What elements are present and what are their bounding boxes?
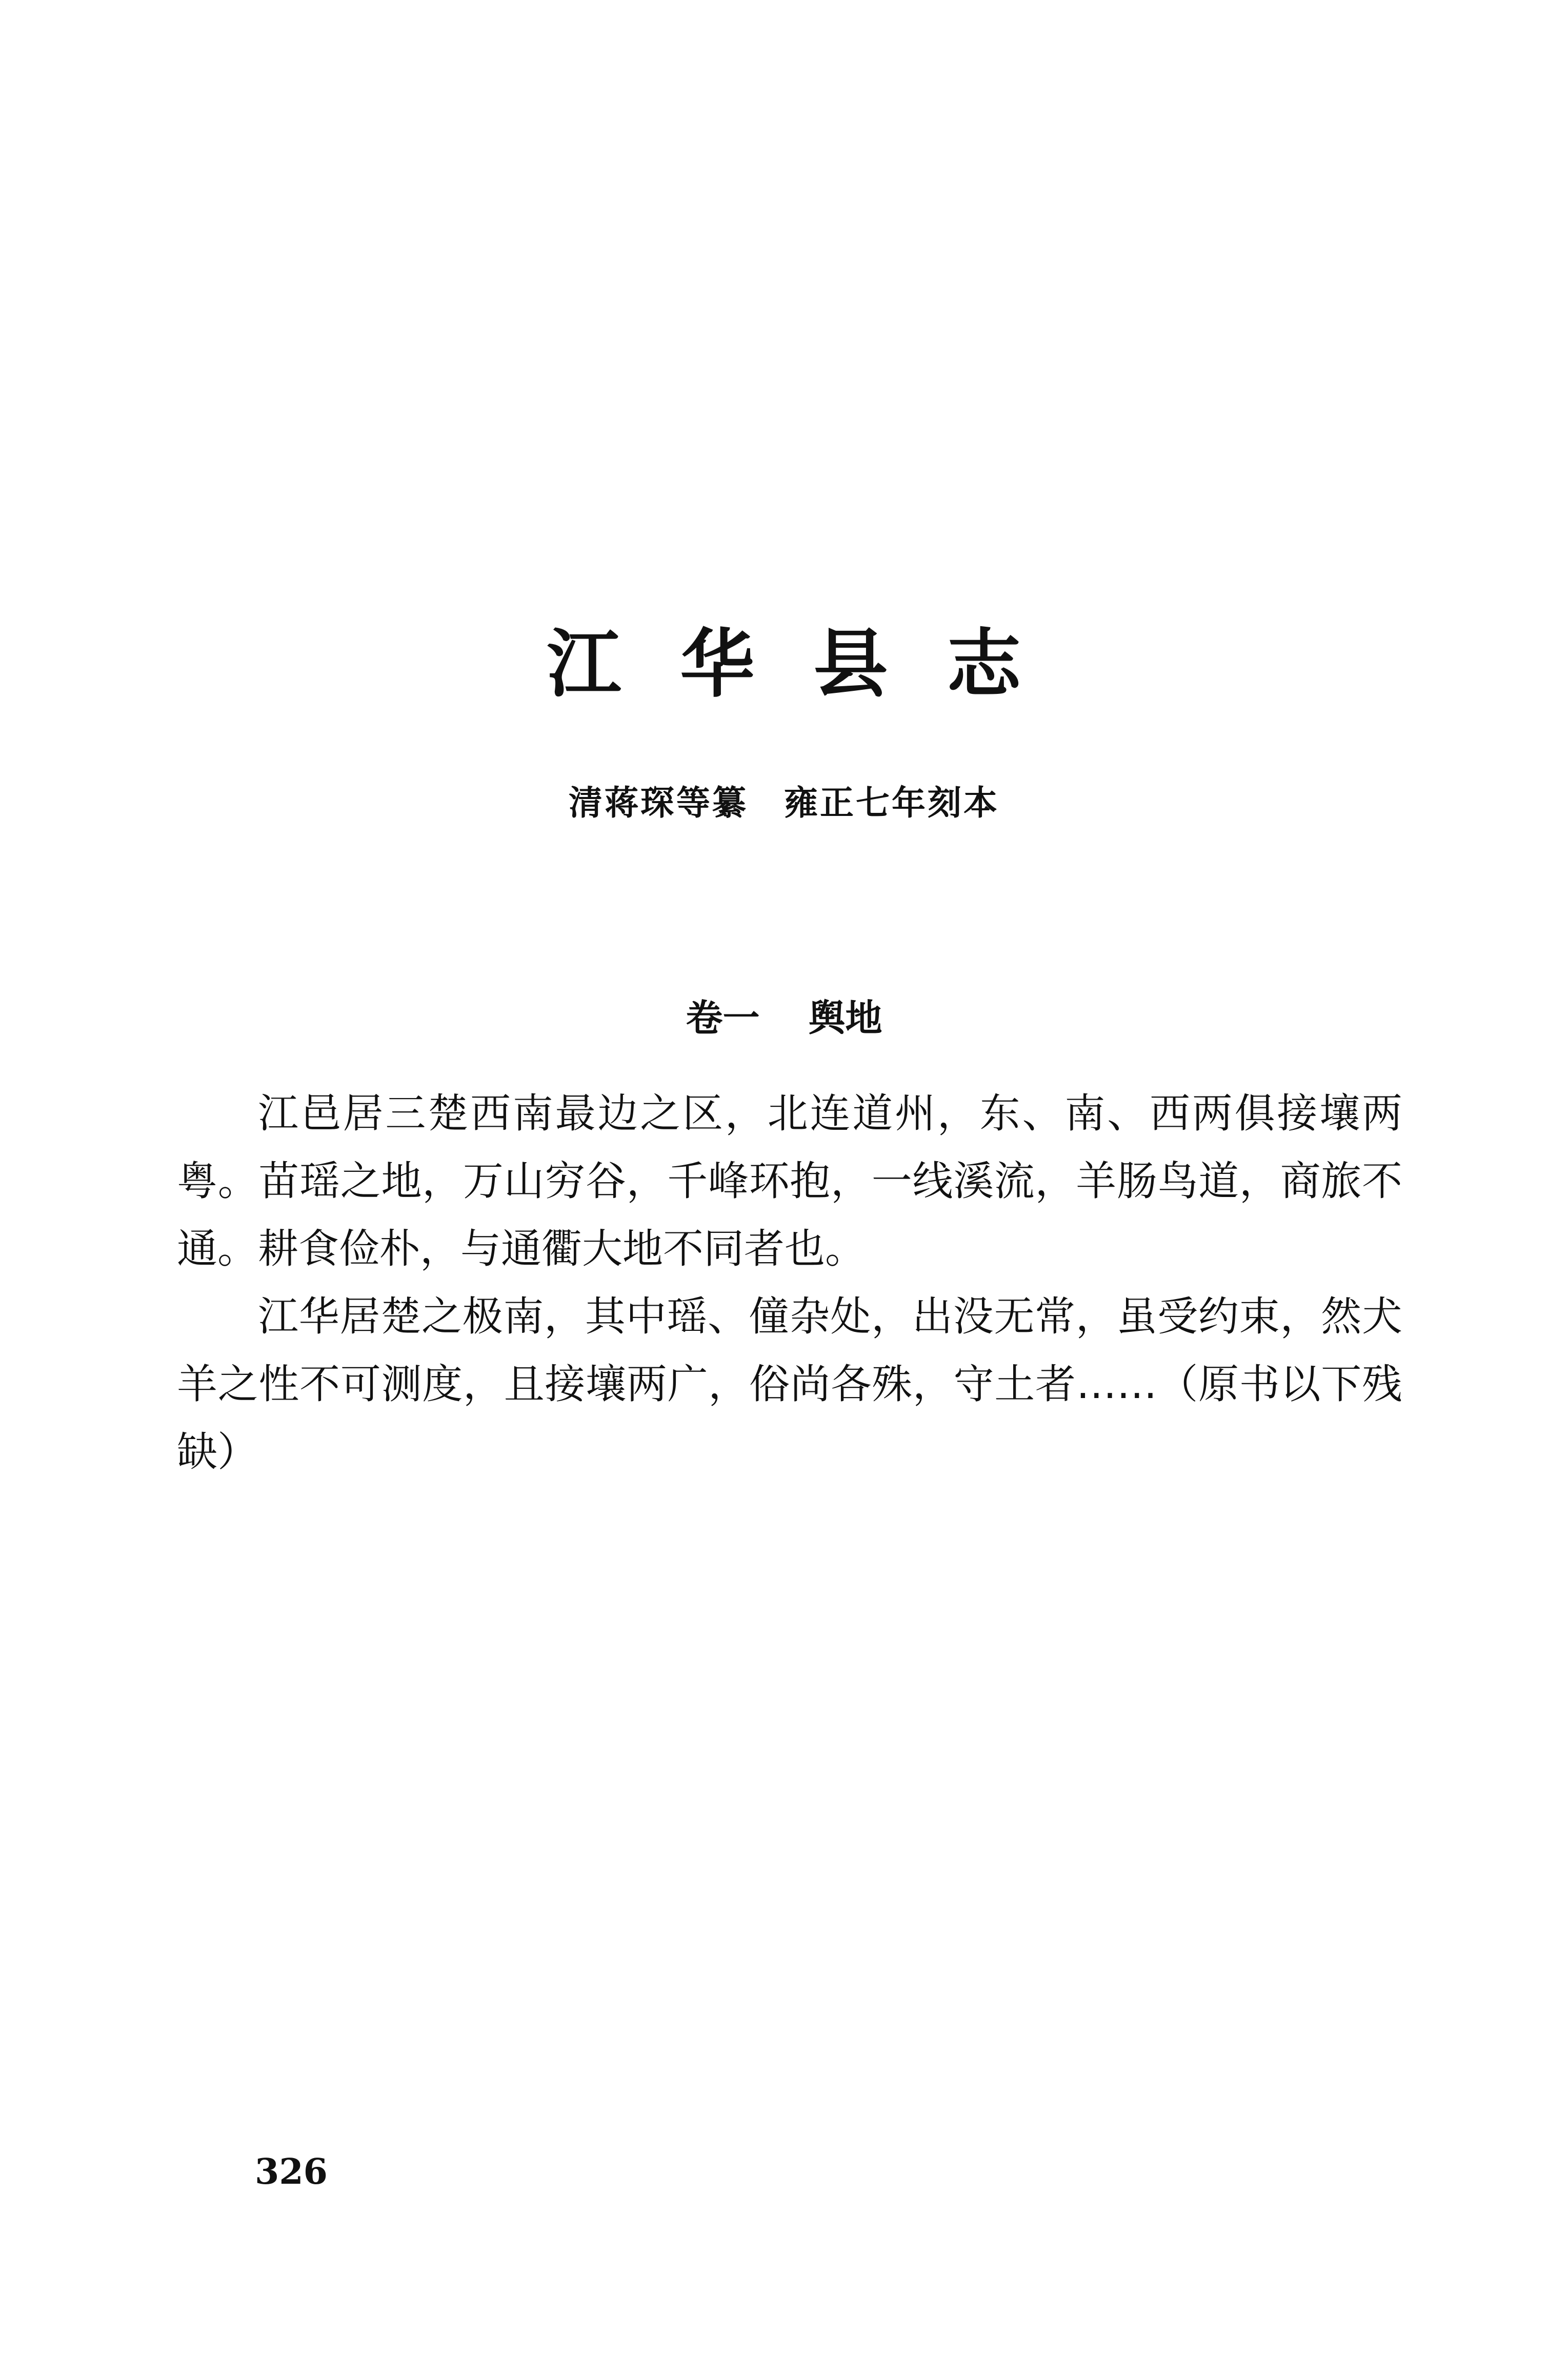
page-number: 326 — [255, 2151, 328, 2192]
paragraph: 江华居楚之极南，其中瑶、僮杂处，出没无常，虽受约束，然犬羊之性不可测度，且接壤两广，俗尚各殊，守土者……（原书以下残缺） — [177, 1293, 1402, 1475]
section-name: 舆地 — [808, 996, 882, 1040]
volume-label: 卷一 — [686, 996, 760, 1040]
document-subtitle — [0, 780, 1568, 826]
document-title: 江华县志 — [547, 621, 1080, 708]
section-heading — [0, 992, 1568, 1044]
paragraph: 江邑居三楚西南最边之区，北连道州，东、南、西两俱接壤两粤。苗瑶之地，万山穷谷，千峰环抱，一线溪流，羊肠鸟道，商旅不通。耕食俭朴，与通衢大地不同者也。 — [177, 1090, 1402, 1272]
edition-note: 雍正七年刻本 — [784, 783, 999, 823]
compiler-credit: 清蒋琛等纂 — [569, 783, 748, 823]
body-text — [177, 1080, 1402, 1486]
